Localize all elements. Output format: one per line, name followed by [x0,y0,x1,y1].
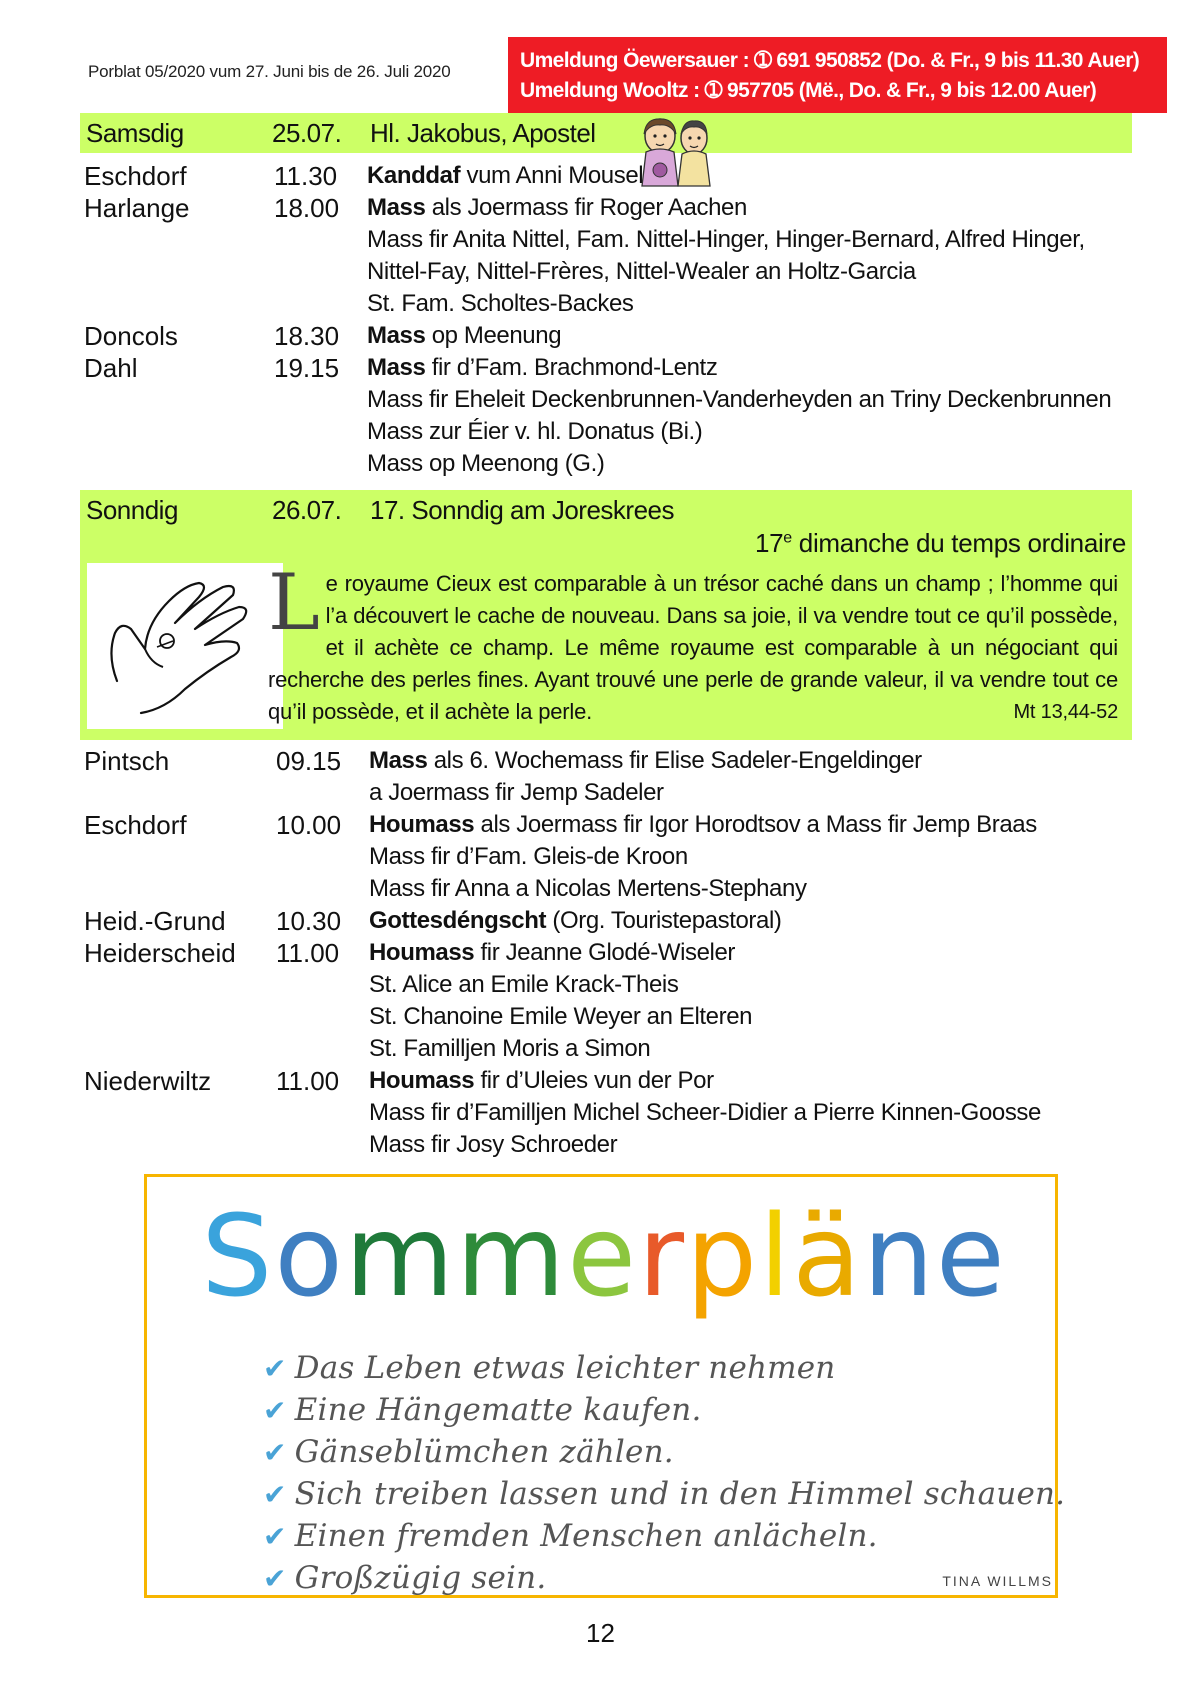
title-letter: n [862,1192,936,1322]
title-text [201,1192,1007,1322]
entry-text [367,192,747,224]
entry-detail: St. Familljen Moris a Simon [369,1035,651,1062]
schedule-row [0,809,1201,841]
list-item [263,1473,1065,1515]
entry-text [369,905,781,937]
title-letter: m [455,1192,568,1322]
schedule-row [0,1065,1201,1097]
schedule-row [0,937,1201,969]
hand-icon [87,563,283,729]
entry-type: Gottesdéngscht [369,907,547,934]
schedule-row [0,384,1201,416]
schedule-row [0,1033,1201,1065]
entry-detail: St. Alice an Emile Krack-Theis [369,971,679,998]
summer-plans-box [144,1174,1066,1598]
entry-detail: als 6. Wochemass fir Elise Sadeler-Engeldinger [427,747,922,774]
day-name: Sonndig [86,495,178,525]
entry-type: Kanddaf [367,162,461,189]
registration-line-wooltz: Umeldung Wooltz : ➀ 957705 (Më., Do. & Fr., 9 bis 12.00 Auer) [520,79,1097,102]
title-letter: S [201,1192,275,1322]
entry-text [367,320,561,352]
entry-time: 19.15 [274,353,340,383]
entry-text [367,352,717,384]
entry-place: Harlange [84,193,190,223]
entry-place: Dahl [84,353,138,383]
schedule-row [0,320,1201,352]
entry-detail: als Joermass fir Igor Horodtsov a Mass fir Jemp Braas [474,811,1037,838]
entry-detail: St. Fam. Scholtes-Backes [367,290,634,317]
schedule-row [0,416,1201,448]
entry-detail: Mass op Meenong (G.) [367,450,605,477]
list-item-text: Eine Hängematte kaufen. [294,1392,702,1428]
schedule-row [0,873,1201,905]
entry-detail: Mass fir d’Fam. Gleis-de Kroon [369,843,688,870]
checkmark-icon: ✔ [263,1478,287,1511]
subtitle-ordinal: e [783,529,792,547]
entry-detail: Mass fir Eheleit Deckenbrunnen-Vanderheyden an Triny Deckenbrunnen [367,386,1112,413]
entry-detail: a Joermass fir Jemp Sadeler [369,779,664,806]
list-item-text: Das Leben etwas leichter nehmen [294,1350,836,1386]
entry-time: 11.30 [274,161,338,191]
list-item [263,1431,1065,1473]
entry-time: 18.00 [274,193,340,223]
schedule-row [0,448,1201,480]
list-item [263,1389,1065,1431]
entry-place: Niederwiltz [84,1066,212,1096]
entry-text [369,937,735,969]
entry-place: Eschdorf [84,810,187,840]
sunday-band [80,490,1132,740]
schedule-row [0,160,1201,192]
entry-time: 18.30 [274,321,340,351]
summer-plans-title [147,1177,1061,1327]
title-letter: r [637,1192,687,1322]
entry-type: Mass [367,354,426,381]
day-title: Hl. Jakobus, Apostel [370,118,596,148]
french-subtitle [755,528,1126,559]
entry-type: Mass [367,194,426,221]
list-item [263,1515,1065,1557]
day-title: 17. Sonndig am Joreskrees [370,495,675,525]
quote-text: e royaume Cieux est comparable à un trésor caché dans un champ ; l’homme qui l’a découvert le cache de nouveau. Dans sa joie, il va vendre tout ce qu’il possède, et il achète ce champ. Le même royaume est comparable à un négociant qui recherche des perles fines. Ayant trouvé une perle de grande valeur, il va vendre tout ce qu’il possède, et il achète la perle. [268,571,1118,724]
hand-illustration [87,563,283,729]
title-letter: o [274,1192,345,1322]
title-letter: ä [792,1192,863,1322]
entry-detail: Mass fir Anita Nittel, Fam. Nittel-Hinger, Hinger-Bernard, Alfred Hinger, [367,226,1085,253]
checkmark-icon: ✔ [263,1352,287,1385]
entry-place: Heid.-Grund [84,906,226,936]
entry-type: Houmass [369,939,475,966]
title-letter: l [759,1192,793,1322]
entry-detail: (Org. Touristepastoral) [546,907,782,934]
title-letter: e [567,1192,638,1322]
gospel-quote [268,558,1118,728]
schedule-row [0,745,1201,777]
list-item-text: Sich treiben lassen und in den Himmel schauen. [294,1476,1066,1512]
checkmark-icon: ✔ [263,1394,287,1427]
schedule-row [0,1129,1201,1161]
entry-place: Eschdorf [84,161,187,191]
issue-header: Porblat 05/2020 vum 27. Juni bis de 26. Juli 2020 [88,62,451,81]
entry-detail: vum Anni Mousel [460,162,644,189]
checkmark-icon: ✔ [263,1520,287,1553]
schedule-row [0,256,1201,288]
list-item-text: Großzügig sein. [294,1560,547,1596]
entry-place: Heiderscheid [84,938,236,968]
subtitle-number: 17 [754,528,784,558]
schedule-row [0,969,1201,1001]
day-date: 26.07. [272,495,342,525]
entry-time: 09.15 [276,746,342,776]
author-credit: TINA WILLMS [942,1573,1053,1589]
day-name: Samsdig [86,118,184,148]
schedule-row [0,841,1201,873]
entry-type: Mass [367,322,426,349]
entry-time: 10.00 [276,810,342,840]
registration-box [508,37,1167,113]
entry-detail: Mass zur Éier v. hl. Donatus (Bi.) [367,418,703,445]
subtitle-text: dimanche du temps ordinaire [791,528,1126,558]
summer-plans-list [263,1347,1065,1599]
entry-detail: Nittel-Fay, Nittel-Frères, Nittel-Wealer an Holtz-Garcia [367,258,916,285]
entry-type: Houmass [369,811,475,838]
saturday-band [80,113,1132,153]
entry-detail: fir Jeanne Glodé-Wiseler [474,939,736,966]
entry-time: 10.30 [276,906,342,936]
entry-detail: fir d’Uleies vun der Por [474,1067,714,1094]
schedule-row [0,1097,1201,1129]
entry-text [367,160,643,192]
entry-text [369,809,1037,841]
registration-line-oewersauer: Umeldung Öewersauer : ➀ 691 950852 (Do. & Fr., 9 bis 11.30 Auer) [520,49,1140,72]
page-number: 12 [586,1618,615,1648]
gospel-reference: Mt 13,44-52 [1013,701,1118,723]
checkmark-icon: ✔ [263,1562,287,1595]
entry-detail: als Joermass fir Roger Aachen [425,194,747,221]
entry-type: Mass [369,747,428,774]
schedule-row [0,905,1201,937]
schedule-row [0,224,1201,256]
entry-detail: Mass fir d’Familljen Michel Scheer-Didier a Pierre Kinnen-Goosse [369,1099,1041,1126]
checkmark-icon: ✔ [263,1436,287,1469]
list-item-text: Gänseblümchen zählen. [294,1434,674,1470]
entry-detail: Mass fir Anna a Nicolas Mertens-Stephany [369,875,807,902]
entry-time: 11.00 [276,938,340,968]
entry-text [369,1065,714,1097]
schedule-row [0,192,1201,224]
entry-detail: op Meenung [425,322,562,349]
entry-place: Doncols [84,321,178,351]
day-date: 25.07. [272,118,342,148]
quote-initial: L [268,558,320,648]
entry-detail: Mass fir Josy Schroeder [369,1131,618,1158]
schedule-row [0,777,1201,809]
schedule-row [0,1001,1201,1033]
list-item [263,1347,1065,1389]
schedule-row [0,288,1201,320]
entry-place: Pintsch [84,746,170,776]
list-item-text: Einen fremden Menschen anlächeln. [294,1518,878,1554]
entry-detail: St. Chanoine Emile Weyer an Elteren [369,1003,753,1030]
title-letter: e [935,1192,1007,1322]
entry-detail: fir d’Fam. Brachmond-Lentz [425,354,718,381]
entry-time: 11.00 [276,1066,340,1096]
entry-type: Houmass [369,1067,475,1094]
schedule-row [0,352,1201,384]
entry-text [369,745,922,777]
title-letter: m [344,1192,456,1322]
title-letter: p [686,1192,760,1322]
